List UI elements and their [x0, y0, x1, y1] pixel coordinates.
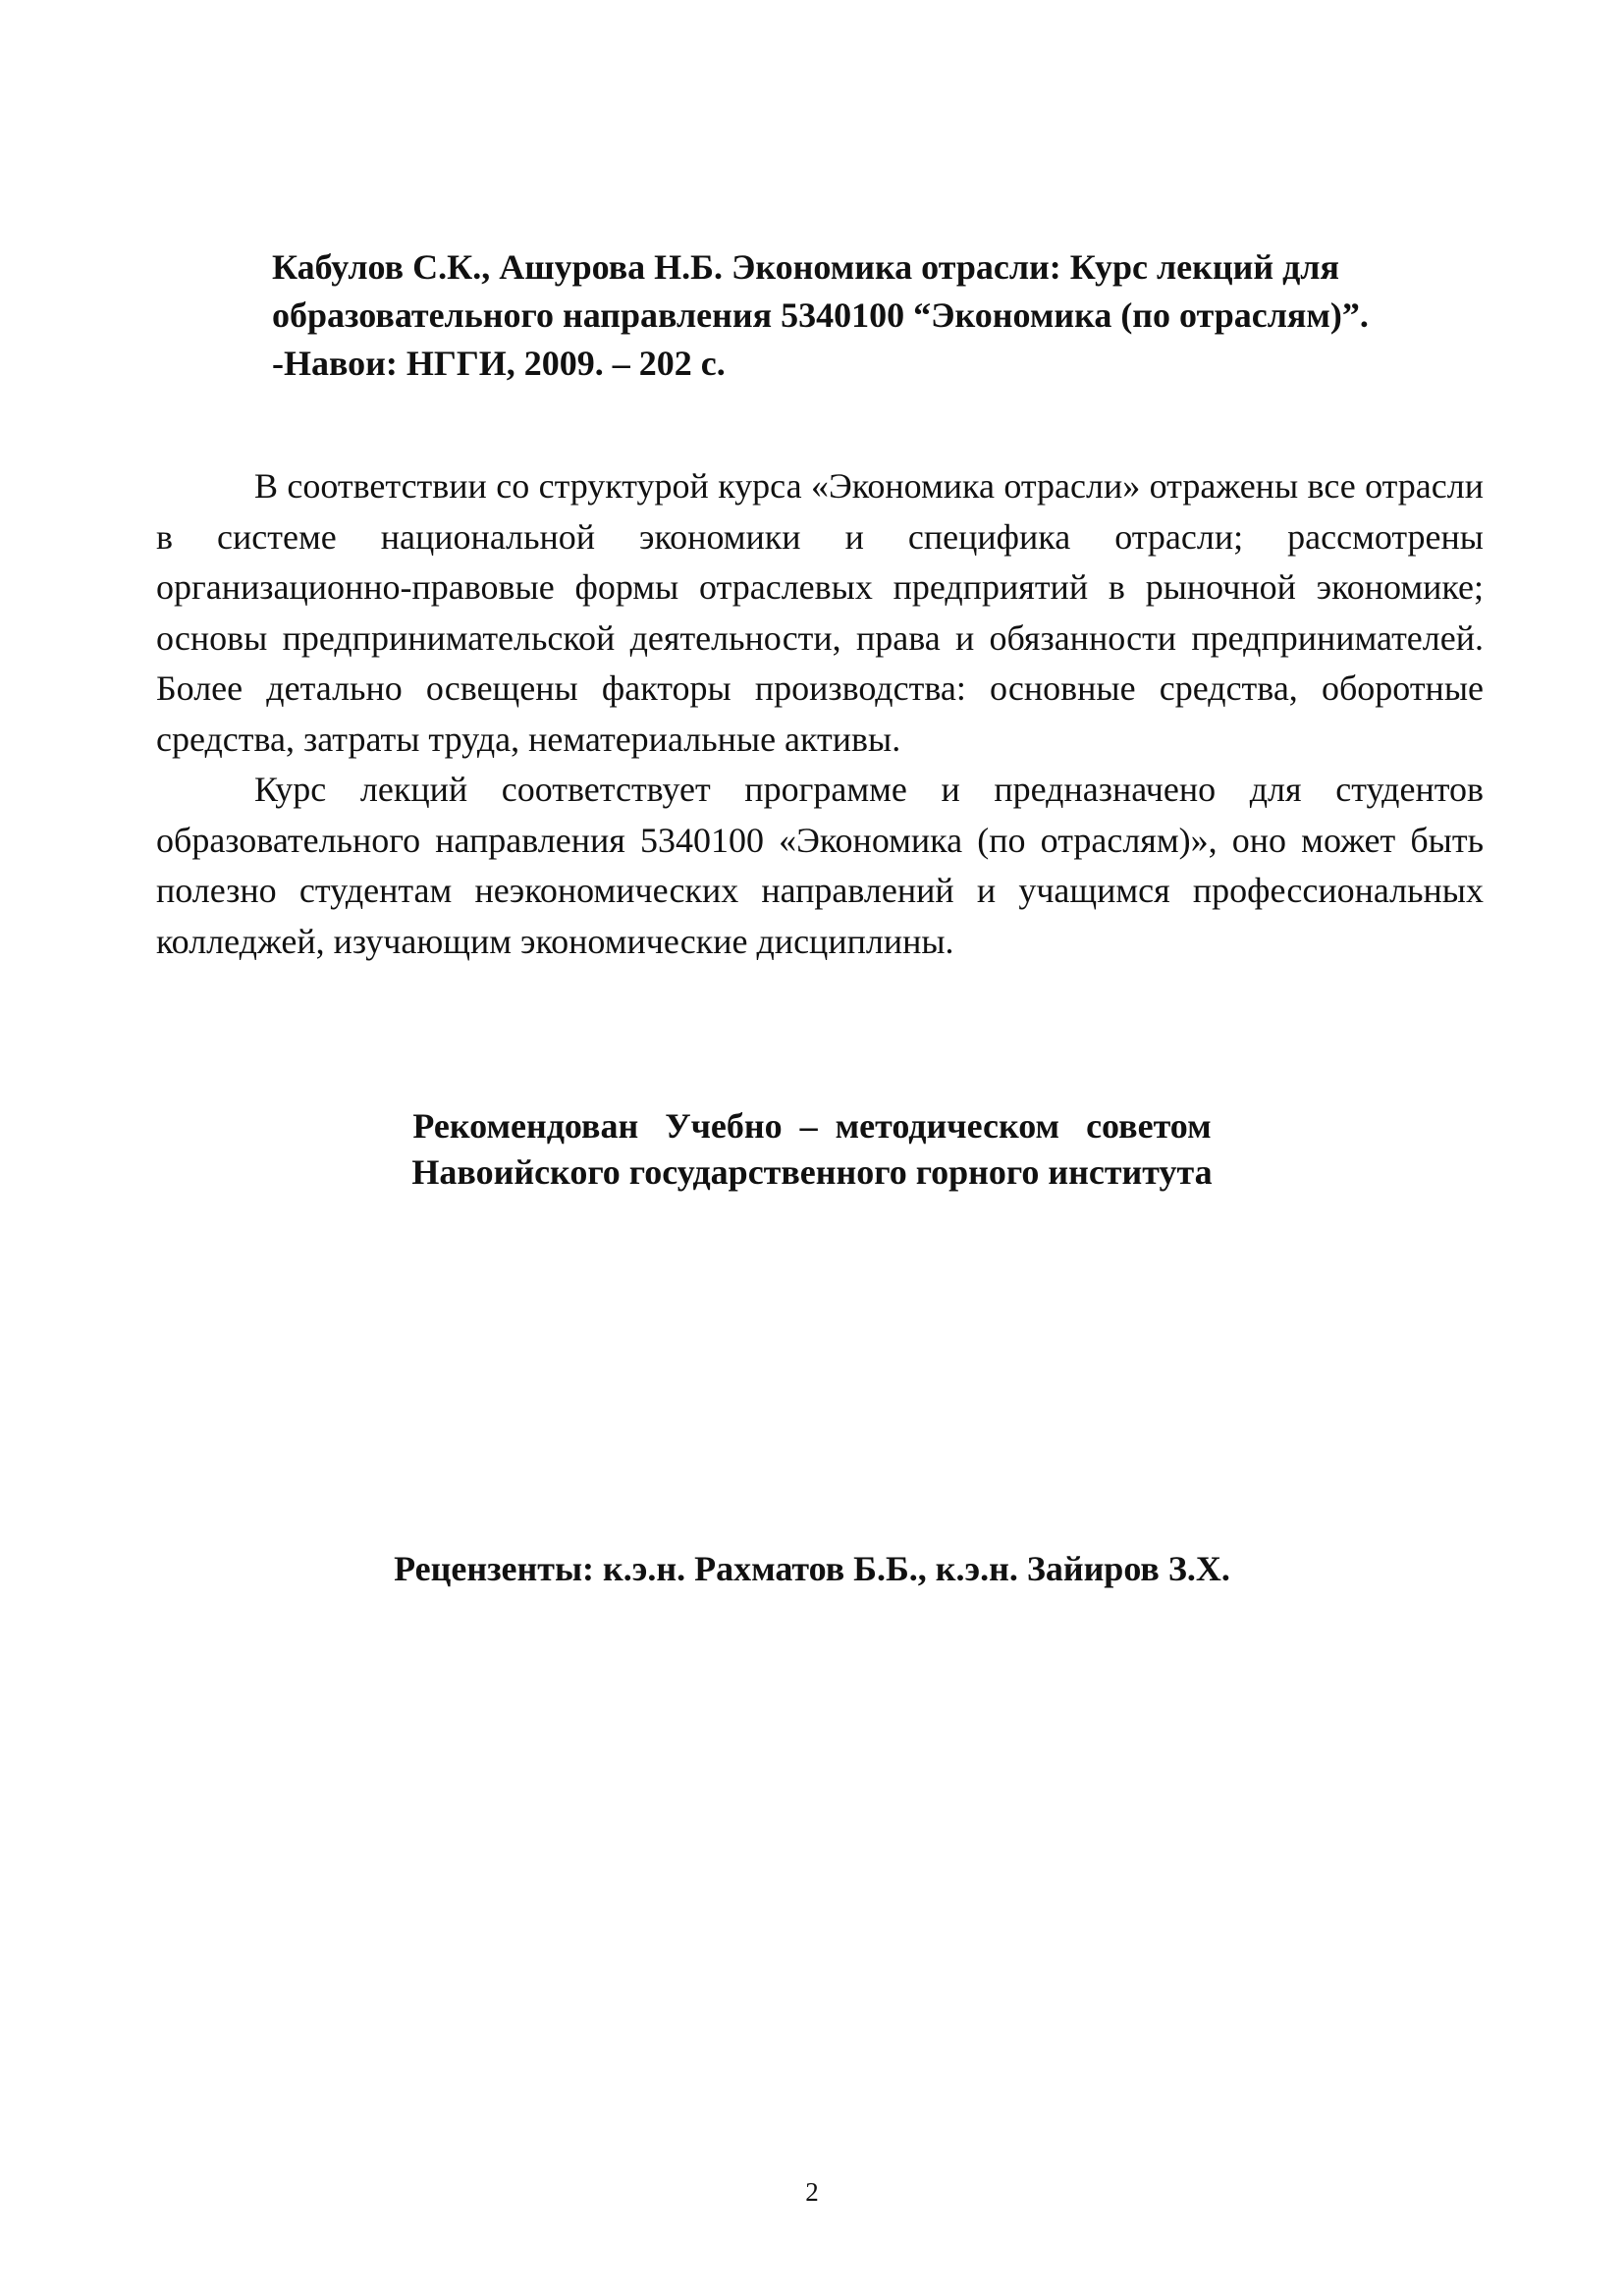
reviewers: Рецензенты: к.э.н. Рахматов Б.Б., к.э.н. Зайиров З.Х.	[394, 1549, 1230, 1588]
citation-line: образовательного направления 5340100 “Экономика (по отраслям)”.	[272, 295, 1369, 335]
abstract-paragraph: В соответствии со структурой курса «Экономика отрасли» отражены все отрасли в системе национальной экономики и специфика отрасли; рассмотрены организационно-правовые формы отраслевых предприятий в рыночной экономике; основы предпринимательской деятельности, права и обязанности предпринимателей. Более детально освещены факторы производства: основные средства, оборотные средства, затраты труда, нематериальные активы.	[156, 466, 1484, 759]
citation-line: Кабулов С.К., Ашурова Н.Б. Экономика отрасли: Курс лекций для	[272, 247, 1339, 287]
abstract-paragraph: Курс лекций соответствует программе и предназначено для студентов образовательного направления 5340100 «Экономика (по отраслям)», оно может быть полезно студентам неэкономических направлений и учащимся профессиональных колледжей, изучающим экономические дисциплины.	[156, 770, 1484, 961]
page-number: 2	[805, 2177, 819, 2207]
abstract	[156, 461, 1484, 967]
recommendation-line: Навоийского государственного горного института	[411, 1152, 1213, 1192]
citation-line: -Навои: НГГИ, 2009. – 202 с.	[272, 344, 726, 383]
bibliographic-citation	[272, 243, 1489, 388]
recommendation-line: Рекомендован Учебно – методическом советом	[412, 1106, 1212, 1146]
recommendation-note	[0, 1103, 1624, 1196]
